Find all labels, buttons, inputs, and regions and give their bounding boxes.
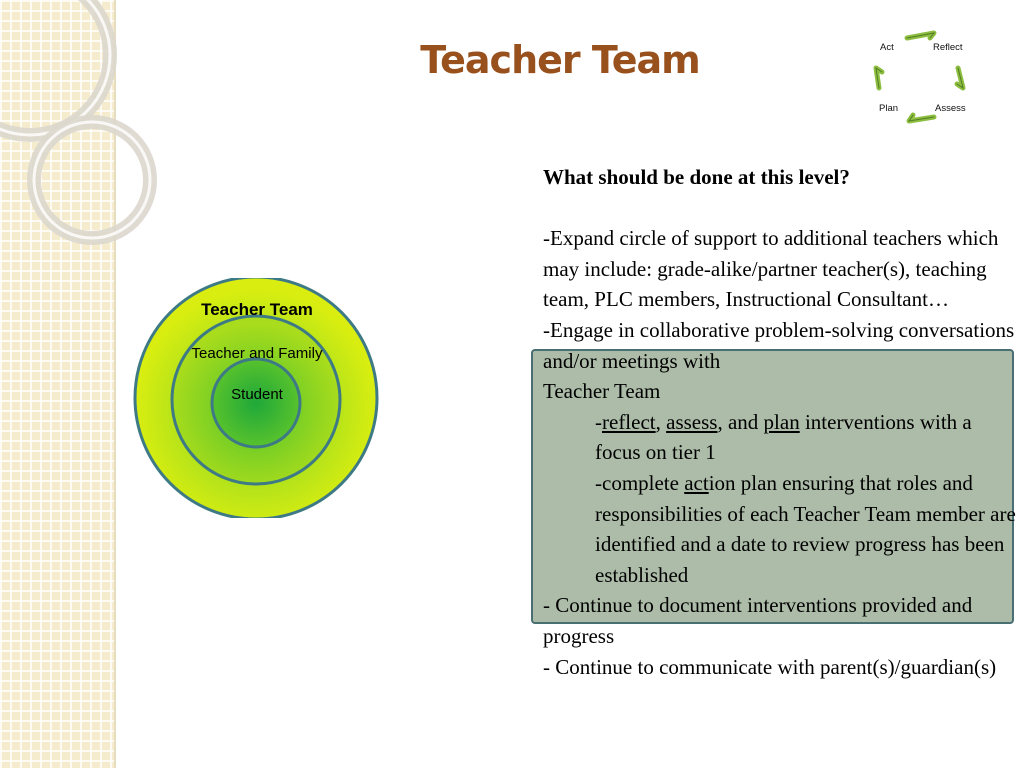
cycle-label-plan: Plan: [879, 103, 899, 114]
inner-circle: [212, 359, 300, 447]
continue-communicate-paragraph: - Continue to communicate with parent(s)/guardian(s): [543, 654, 997, 679]
sub1-and: , and: [717, 409, 764, 434]
continue-document-paragraph: - Continue to document interventions provided and progress: [543, 593, 973, 648]
concentric-circles-diagram: [128, 278, 388, 518]
outer-circle-label: Teacher Team: [201, 300, 313, 319]
cycle-label-reflect: Reflect: [933, 42, 963, 53]
engage-paragraph: [543, 315, 1018, 407]
cycle-label-assess: Assess: [935, 103, 966, 114]
decorative-rings: [0, 0, 200, 320]
sub-item-reflect-assess-plan: [543, 407, 1018, 468]
sub1-comma: ,: [655, 409, 667, 434]
plan-link: plan: [763, 409, 800, 434]
sub2-prefix: -complete: [595, 470, 685, 495]
question-heading: What should be done at this level?: [543, 165, 850, 189]
expand-paragraph: -Expand circle of support to additional teachers which may include: grade-alike/partner teacher(s), teaching team, PLC members, Instructional Consultant…: [543, 226, 999, 312]
sub-item-action-plan: [543, 468, 1018, 590]
engage-line-2: Teacher Team: [543, 379, 661, 404]
cycle-diagram: [860, 24, 990, 134]
sub1-rest: interventions with a focus on tier 1: [595, 409, 972, 465]
act-link: act: [684, 470, 709, 495]
sub1-dash: -: [595, 409, 602, 434]
content-text: [543, 162, 1018, 682]
inner-circle-label: Student: [231, 386, 283, 403]
cycle-label-act: Act: [880, 42, 894, 53]
engage-line-1: -Engage in collaborative problem-solving conversations and/or meetings with: [543, 317, 1015, 373]
page-title: Teacher Team: [420, 38, 700, 82]
middle-circle-label: Teacher and Family: [191, 345, 323, 362]
assess-link: assess: [666, 409, 718, 434]
reflect-link: reflect: [602, 409, 656, 434]
sub2-rest: ion plan ensuring that roles and responsibilities of each Teacher Team member are identified and a date to review progress has been established: [595, 470, 1016, 587]
